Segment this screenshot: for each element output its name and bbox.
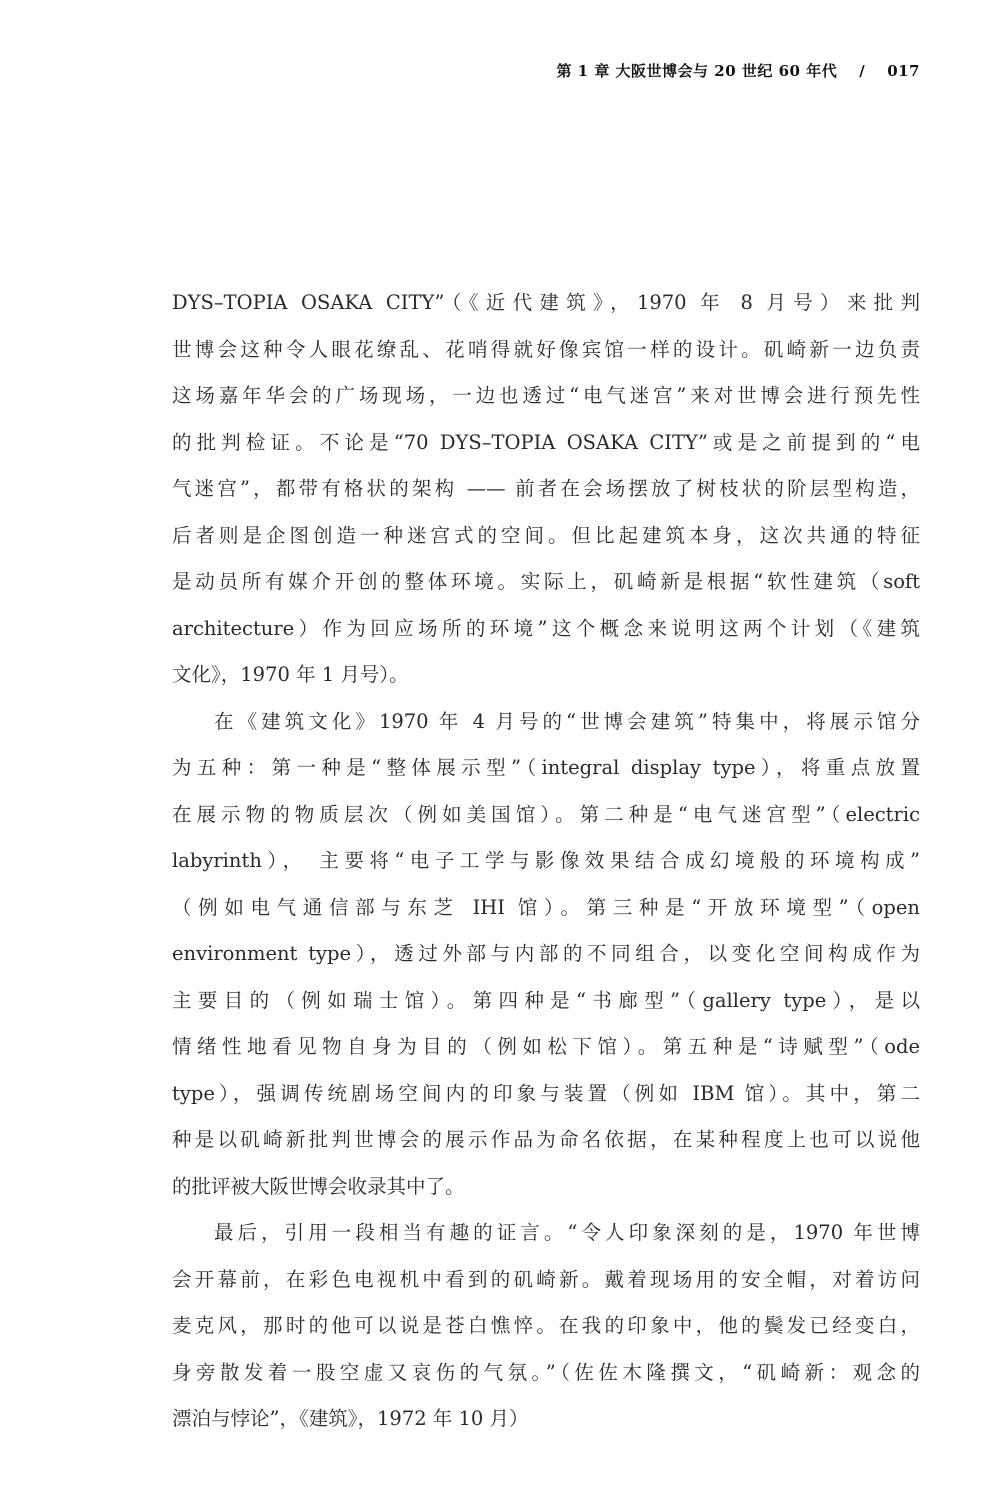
text-line: 世博会这种令人眼花缭乱、花哨得就好像宾馆一样的设计。矶崎新一边负责 <box>172 337 920 361</box>
text-line: 情绪性地看见物自身为目的（例如松下馆）。第五种是“诗赋型”（ode <box>172 1035 920 1058</box>
text-line: 麦克风，那时的他可以说是苍白憔悴。在我的印象中，他的鬓发已经变白， <box>172 1314 920 1337</box>
text-line: 种是以矶崎新批判世博会的展示作品为命名依据，在某种程度上也可以说他 <box>172 1128 920 1151</box>
text-line: environment type），透过外部与内部的不同组合，以变化空间构成作为 <box>172 942 920 965</box>
text-line: labyrinth）， 主要将“电子工学与影像效果结合成幻境般的环境构成” <box>172 849 920 872</box>
text-line: 最后，引用一段相当有趣的证言。“令人印象深刻的是，1970 年世博 <box>214 1221 920 1244</box>
text-line: 身旁散发着一股空虚又哀伤的气氛。”（佐佐木隆撰文，“矶崎新：观念的 <box>172 1360 920 1384</box>
text-line: 漂泊与悖论”，《建筑》，1972 年 10 月） <box>172 1407 529 1430</box>
chapter-title: 第 1 章 大阪世博会与 20 世纪 60 年代 <box>556 62 838 80</box>
page-number: 017 <box>887 62 920 80</box>
text-line: 气迷宫”，都带有格状的架构 —— 前者在会场摆放了树枝状的阶层型构造， <box>172 477 920 500</box>
text-line: DYS–TOPIA OSAKA CITY”（《近代建筑》，1970 年 8 月号）来批判 <box>172 291 920 314</box>
header-separator: / <box>859 62 866 80</box>
text-line: 的批判检证。不论是“70 DYS–TOPIA OSAKA CITY”或是之前提到的“电 <box>172 430 920 454</box>
body-text <box>172 280 920 1443</box>
text-line: 是动员所有媒介开创的整体环境。实际上，矶崎新是根据“软性建筑（soft <box>172 570 920 593</box>
text-line: 这场嘉年华会的广场现场，一边也透过“电气迷宫”来对世博会进行预先性 <box>172 384 920 407</box>
text-line: type），强调传统剧场空间内的印象与装置（例如 IBM 馆）。其中，第二 <box>172 1081 920 1105</box>
text-line: 后者则是企图创造一种迷宫式的空间。但比起建筑本身，这次共通的特征 <box>172 523 920 547</box>
text-line: 文化》，1970 年 1 月号）。 <box>172 663 409 686</box>
text-line: 的批评被大阪世博会收录其中了。 <box>172 1174 465 1198</box>
running-header <box>556 60 920 81</box>
text-line: 在《建筑文化》1970 年 4 月号的“世博会建筑”特集中，将展示馆分 <box>214 709 920 733</box>
text-line: 主要目的（例如瑞士馆）。第四种是“书廊型”（gallery type），是以 <box>172 988 920 1012</box>
text-line: 为五种：第一种是“整体展示型”（integral display type），将重点放置 <box>172 756 920 779</box>
text-line: 在展示物的物质层次（例如美国馆）。第二种是“电气迷宫型”（electric <box>172 802 920 826</box>
text-line: （例如电气通信部与东芝 IHI 馆）。第三种是“开放环境型”（open <box>172 895 920 919</box>
text-line: 会开幕前，在彩色电视机中看到的矶崎新。戴着现场用的安全帽，对着访问 <box>172 1267 920 1291</box>
text-line: architecture）作为回应场所的环境”这个概念来说明这两个计划（《建筑 <box>172 616 920 640</box>
